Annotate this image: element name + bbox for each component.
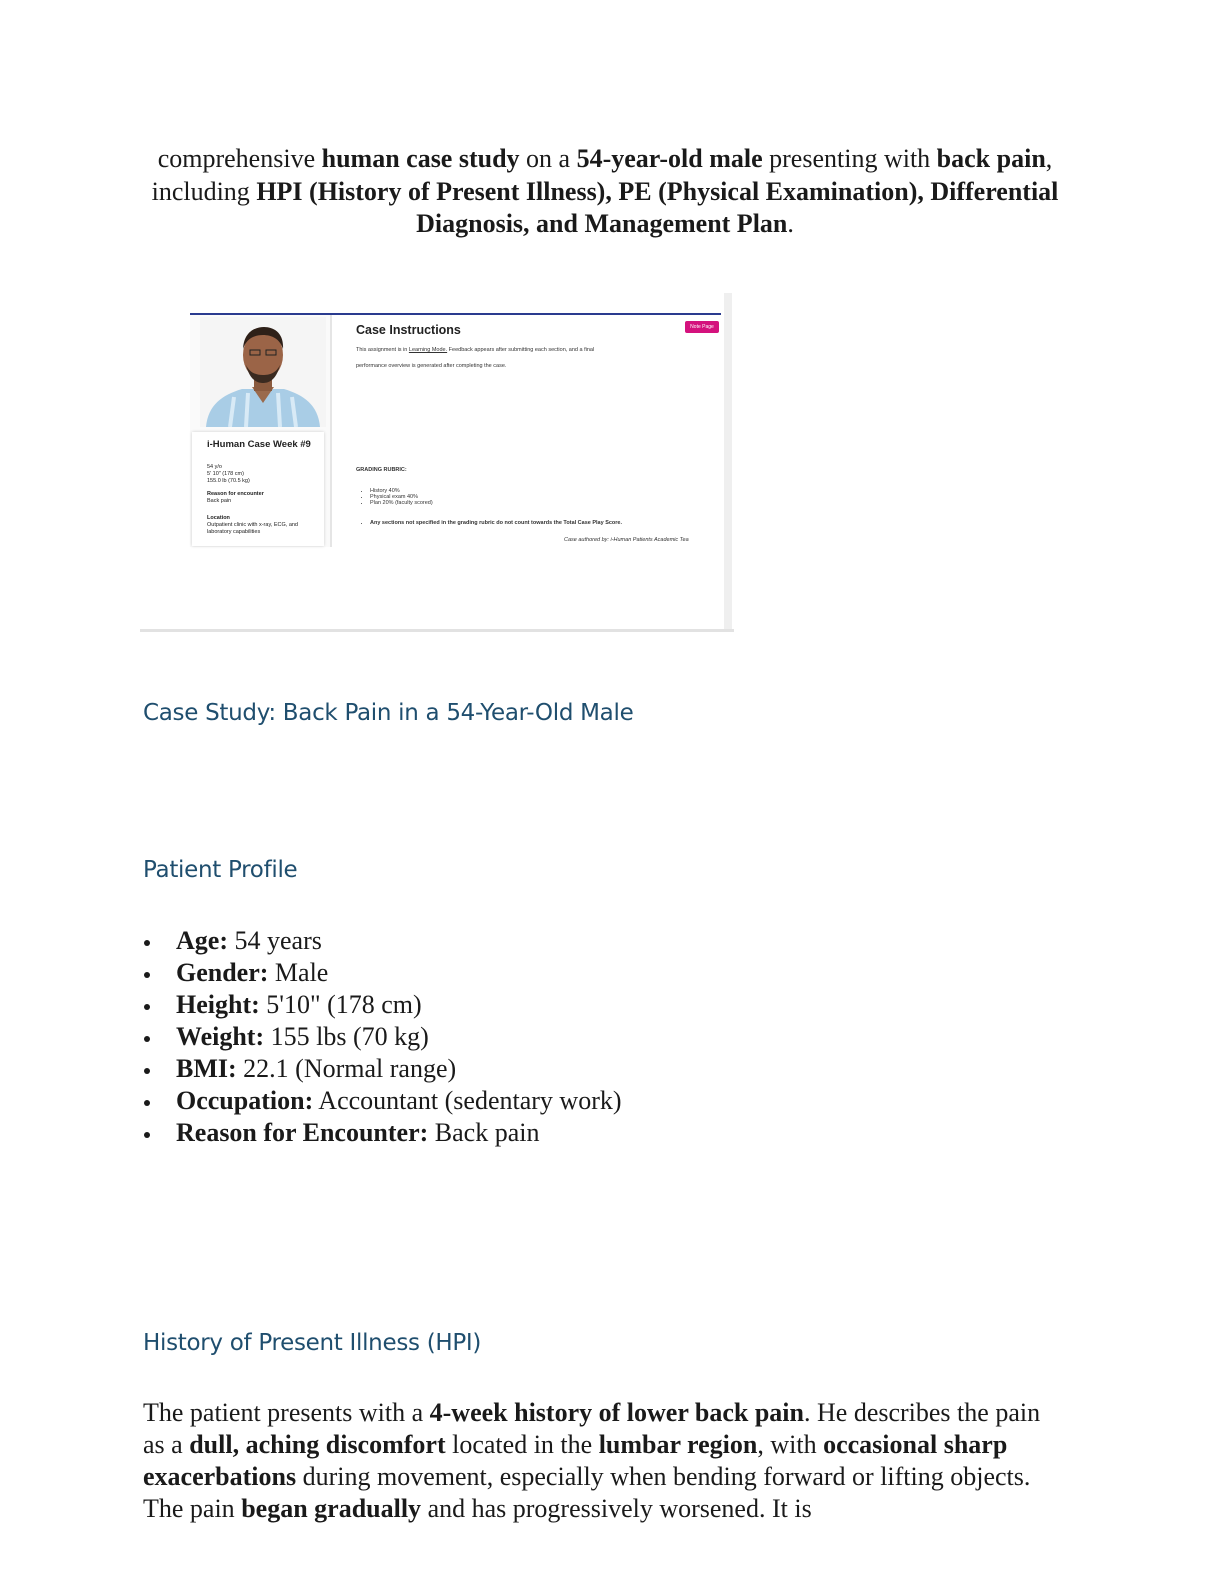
hpi-bold: dull, aching discomfort <box>189 1430 446 1459</box>
screenshot-edge <box>724 293 732 629</box>
intro-text: presenting with <box>762 144 937 173</box>
profile-value: 155 lbs (70 kg) <box>264 1022 429 1051</box>
patient-sidebar <box>190 315 332 547</box>
instructions-text: Feedback appears after submitting each section, and a final <box>447 347 595 353</box>
intro-bold: HPI (History of Present Illness), PE (Physical Examination), Differential Diagnosis, and Management Plan <box>256 176 1059 238</box>
rubric-item: • Physical exam 40% <box>370 494 433 500</box>
hpi-bold: occasional sharp exacerbations <box>143 1430 1008 1491</box>
grading-rubric-list <box>362 488 433 506</box>
location-value: Outpatient clinic with x-ray, ECG, and laboratory capabilities <box>207 522 298 535</box>
patient-age: 54 y/o <box>207 464 222 470</box>
case-instructions-title: Case Instructions <box>356 323 461 337</box>
learning-mode-link[interactable]: Learning Mode. <box>408 347 448 353</box>
screenshot-edge <box>140 629 734 632</box>
intro-text: on a <box>519 144 577 173</box>
intro-text: . <box>787 209 794 238</box>
note-page-button[interactable]: Note Page <box>685 321 719 333</box>
profile-value: 5'10" (178 cm) <box>259 990 422 1019</box>
hpi-bold: lumbar region <box>598 1430 758 1459</box>
patient-profile-list <box>140 925 622 1149</box>
profile-value: Back pain <box>428 1118 540 1147</box>
intro-paragraph <box>140 143 1070 241</box>
intro-bold: human case study <box>321 144 520 173</box>
hpi-paragraph <box>143 1397 1063 1525</box>
profile-value: 54 years <box>227 926 322 955</box>
patient-avatar <box>200 317 326 427</box>
patient-info-card <box>192 432 324 546</box>
profile-label: Age: <box>176 926 228 955</box>
rubric-item: • History 40% <box>370 488 433 494</box>
reason-value: Back pain <box>207 498 232 504</box>
hpi-text: . He describes the pain as a <box>143 1398 1041 1459</box>
hpi-text: during movement, especially when bending forward or lifting objects. The pain <box>143 1462 1031 1523</box>
hpi-bold: 4-week history of lower back pain <box>429 1398 804 1427</box>
profile-label: Reason for Encounter: <box>176 1118 429 1147</box>
profile-label: Occupation: <box>176 1086 314 1115</box>
hpi-bold: began gradually <box>241 1494 422 1523</box>
profile-label: Weight: <box>176 1022 265 1051</box>
instructions-line-2: performance overview is generated after completing the case. <box>356 363 507 369</box>
intro-text: comprehensive <box>157 144 322 173</box>
case-screenshot <box>140 293 734 632</box>
reason-label: Reason for encounter <box>207 491 264 497</box>
profile-value: 22.1 (Normal range) <box>236 1054 457 1083</box>
intro-text: , including <box>151 144 1053 206</box>
profile-label: BMI: <box>176 1054 237 1083</box>
intro-bold: back pain <box>936 144 1046 173</box>
list-item <box>140 957 622 989</box>
hpi-text: The patient presents with a <box>143 1398 430 1427</box>
patient-portrait-icon <box>200 317 326 427</box>
case-author: Case authored by: i-Human Patients Academic Tea <box>564 537 689 543</box>
patient-height: 5' 10" (178 cm) <box>207 471 244 477</box>
list-item <box>140 989 622 1021</box>
intro-bold: 54-year-old male <box>576 144 763 173</box>
case-study-heading: Case Study: Back Pain in a 54-Year-Old Male <box>143 700 634 726</box>
hpi-text: and has progressively worsened. It is <box>421 1494 812 1523</box>
instructions-text: This assignment is in <box>356 347 409 353</box>
profile-value: Male <box>268 958 329 987</box>
profile-label: Gender: <box>176 958 269 987</box>
hpi-heading: History of Present Illness (HPI) <box>143 1330 482 1356</box>
list-item <box>140 1053 622 1085</box>
patient-profile-heading: Patient Profile <box>143 857 298 883</box>
case-title: i-Human Case Week #9 <box>207 439 311 450</box>
list-item <box>140 1021 622 1053</box>
list-item <box>140 1117 622 1149</box>
rubric-item: • Plan 20% (faculty scored) <box>370 500 433 506</box>
location-label: Location <box>207 515 230 521</box>
instructions-line-1 <box>356 347 594 354</box>
rubric-note: • Any sections not specified in the grading rubric do not count towards the Total Case Play Score. <box>370 520 622 526</box>
list-item <box>140 925 622 957</box>
profile-label: Height: <box>176 990 260 1019</box>
hpi-text: , with <box>757 1430 824 1459</box>
grading-rubric-heading: GRADING RUBRIC: <box>356 467 407 473</box>
hpi-text: located in the <box>445 1430 599 1459</box>
list-item <box>140 1085 622 1117</box>
profile-value: Accountant (sedentary work) <box>313 1086 622 1115</box>
rubric-note-list <box>362 520 622 526</box>
patient-weight: 155.0 lb (70.5 kg) <box>207 478 250 484</box>
